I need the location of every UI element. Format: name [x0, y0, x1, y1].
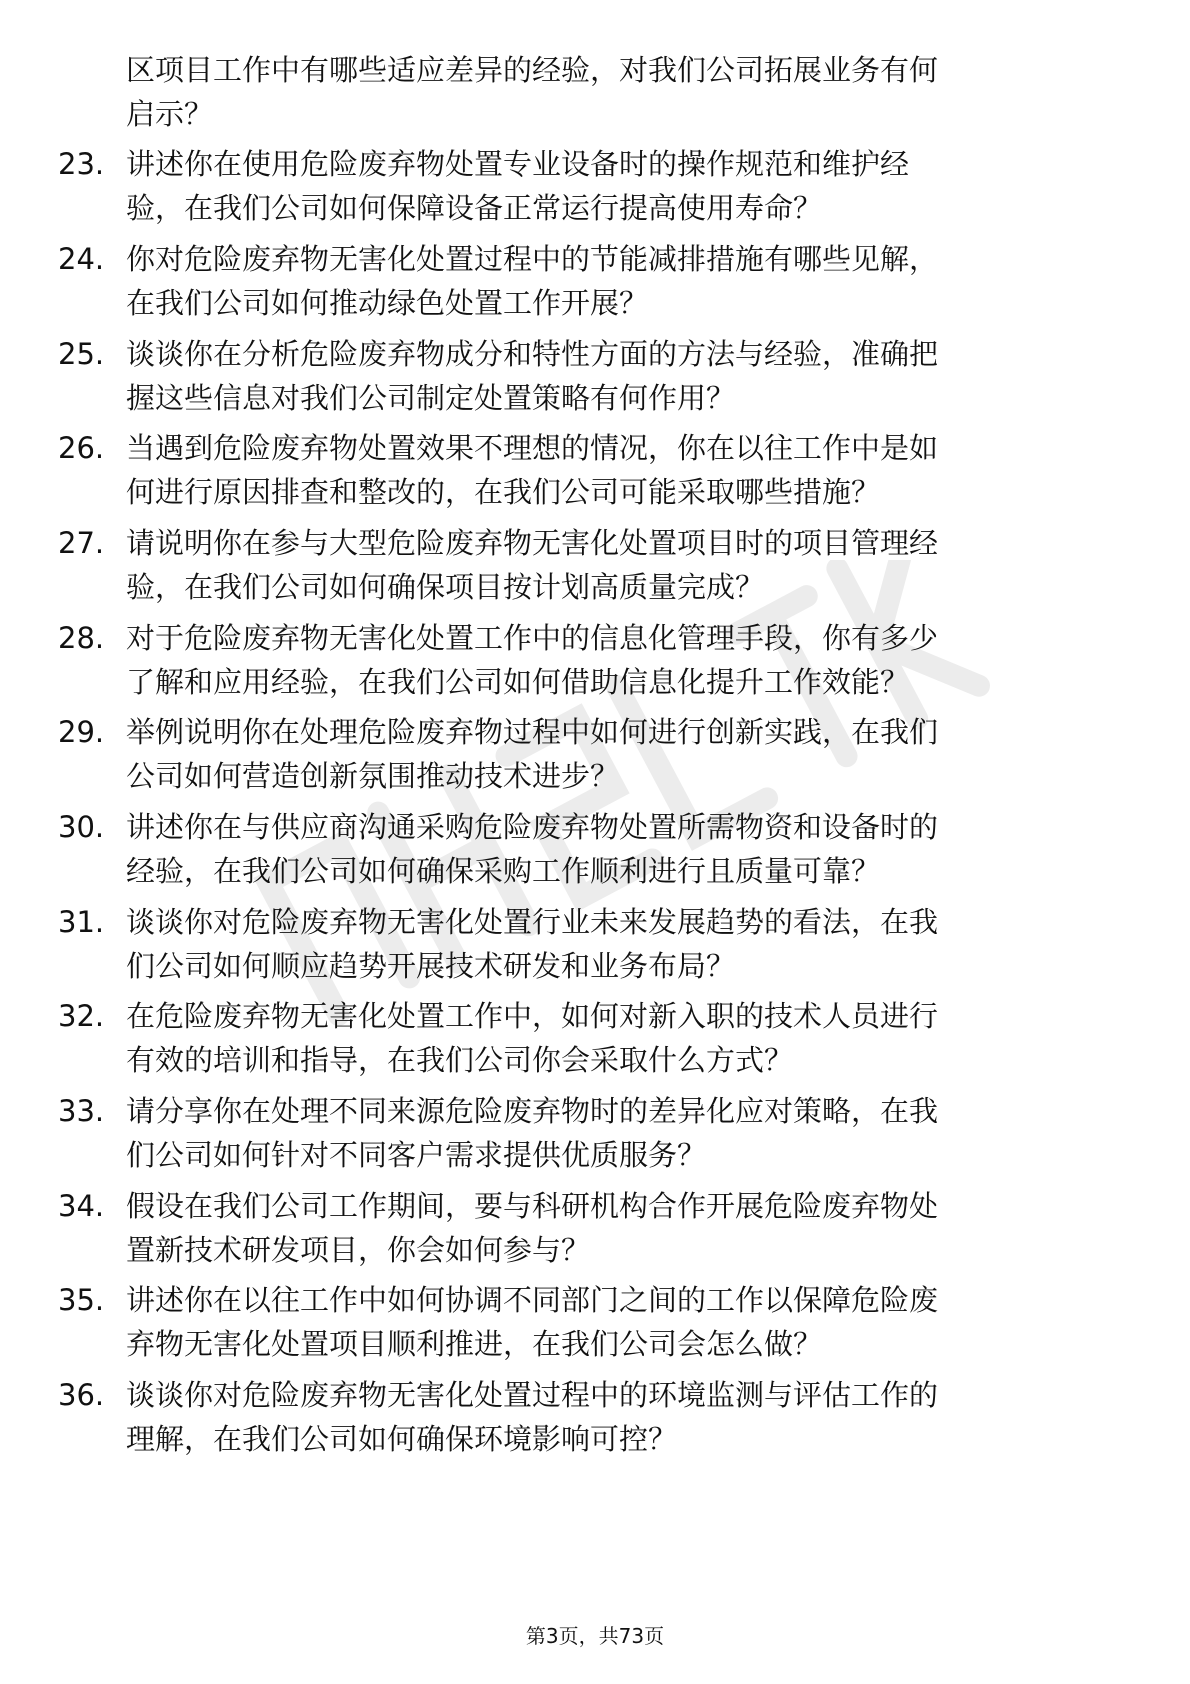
page-footer — [0, 1622, 1190, 1650]
question-text — [126, 1278, 1146, 1366]
question-line: 请说明你在参与大型危险废弃物无害化处置项目时的项目管理经 — [126, 526, 939, 560]
question-number: 26. — [58, 431, 105, 465]
question-line: 们公司如何针对不同客户需求提供优质服务？ — [126, 1138, 707, 1172]
question-text — [126, 994, 1146, 1082]
question-line: 谈谈你在分析危险废弃物成分和特性方面的方法与经验，准确把 — [126, 337, 939, 371]
question-text — [126, 900, 1146, 988]
question-number: 35. — [58, 1283, 105, 1317]
question-line: 对于危险废弃物无害化处置工作中的信息化管理手段，你有多少 — [126, 621, 939, 655]
question-text — [126, 142, 1146, 230]
question-text — [126, 710, 1146, 798]
question-number: 29. — [58, 715, 105, 749]
question-line: 讲述你在与供应商沟通采购危险废弃物处置所需物资和设备时的 — [126, 810, 939, 844]
question-number: 36. — [58, 1378, 105, 1412]
question-line: 谈谈你对危险废弃物无害化处置过程中的环境监测与评估工作的 — [126, 1378, 939, 1412]
question-line: 讲述你在以往工作中如何协调不同部门之间的工作以保障危险废 — [126, 1283, 939, 1317]
question-line: 们公司如何顺应趋势开展技术研发和业务布局？ — [126, 949, 736, 983]
question-line: 假设在我们公司工作期间，要与科研机构合作开展危险废弃物处 — [126, 1189, 939, 1223]
question-line: 启示？ — [126, 97, 214, 131]
question-line: 验，在我们公司如何保障设备正常运行提高使用寿命？ — [126, 191, 823, 225]
question-text — [126, 237, 1146, 325]
question-line: 讲述你在使用危险废弃物处置专业设备时的操作规范和维护经 — [126, 147, 910, 181]
question-line: 有效的培训和指导，在我们公司你会采取什么方式？ — [126, 1043, 794, 1077]
question-line: 验，在我们公司如何确保项目按计划高质量完成？ — [126, 570, 765, 604]
page-number-label: 第3页，共73页 — [525, 1624, 665, 1648]
question-line: 谈谈你对危险废弃物无害化处置行业未来发展趋势的看法，在我 — [126, 905, 939, 939]
question-text — [126, 332, 1146, 420]
question-text — [126, 521, 1146, 609]
question-line: 何进行原因排查和整改的，在我们公司可能采取哪些措施？ — [126, 475, 881, 509]
question-line: 理解，在我们公司如何确保环境影响可控？ — [126, 1422, 678, 1456]
question-line: 经验，在我们公司如何确保采购工作顺利进行且质量可靠？ — [126, 854, 881, 888]
question-line: 了解和应用经验，在我们公司如何借助信息化提升工作效能？ — [126, 665, 910, 699]
question-line: 公司如何营造创新氛围推动技术进步？ — [126, 759, 620, 793]
question-number: 23. — [58, 147, 105, 181]
question-line: 举例说明你在处理危险废弃物过程中如何进行创新实践，在我们 — [126, 715, 939, 749]
question-number: 30. — [58, 810, 105, 844]
question-line: 弃物无害化处置项目顺利推进，在我们公司会怎么做？ — [126, 1327, 823, 1361]
question-line: 在我们公司如何推动绿色处置工作开展？ — [126, 286, 649, 320]
question-text — [126, 805, 1146, 893]
question-line: 握这些信息对我们公司制定处置策略有何作用？ — [126, 381, 736, 415]
question-number: 25. — [58, 337, 105, 371]
question-number: 27. — [58, 526, 105, 560]
question-text — [126, 1373, 1146, 1461]
question-line: 当遇到危险废弃物处置效果不理想的情况，你在以往工作中是如 — [126, 431, 939, 465]
question-number: 34. — [58, 1189, 105, 1223]
question-line: 你对危险废弃物无害化处置过程中的节能减排措施有哪些见解， — [126, 242, 939, 276]
question-text — [126, 426, 1146, 514]
question-line: 请分享你在处理不同来源危险废弃物时的差异化应对策略，在我 — [126, 1094, 939, 1128]
question-text — [126, 1184, 1146, 1272]
question-text — [126, 616, 1146, 704]
question-number: 32. — [58, 999, 105, 1033]
question-number: 28. — [58, 621, 105, 655]
question-number: 31. — [58, 905, 105, 939]
question-text — [126, 1089, 1146, 1177]
question-line: 在危险废弃物无害化处置工作中，如何对新入职的技术人员进行 — [126, 999, 939, 1033]
question-number: 33. — [58, 1094, 105, 1128]
question-line: 置新技术研发项目，你会如何参与？ — [126, 1233, 591, 1267]
question-text — [126, 48, 1146, 136]
question-line: 区项目工作中有哪些适应差异的经验，对我们公司拓展业务有何 — [126, 53, 939, 87]
question-number: 24. — [58, 242, 105, 276]
